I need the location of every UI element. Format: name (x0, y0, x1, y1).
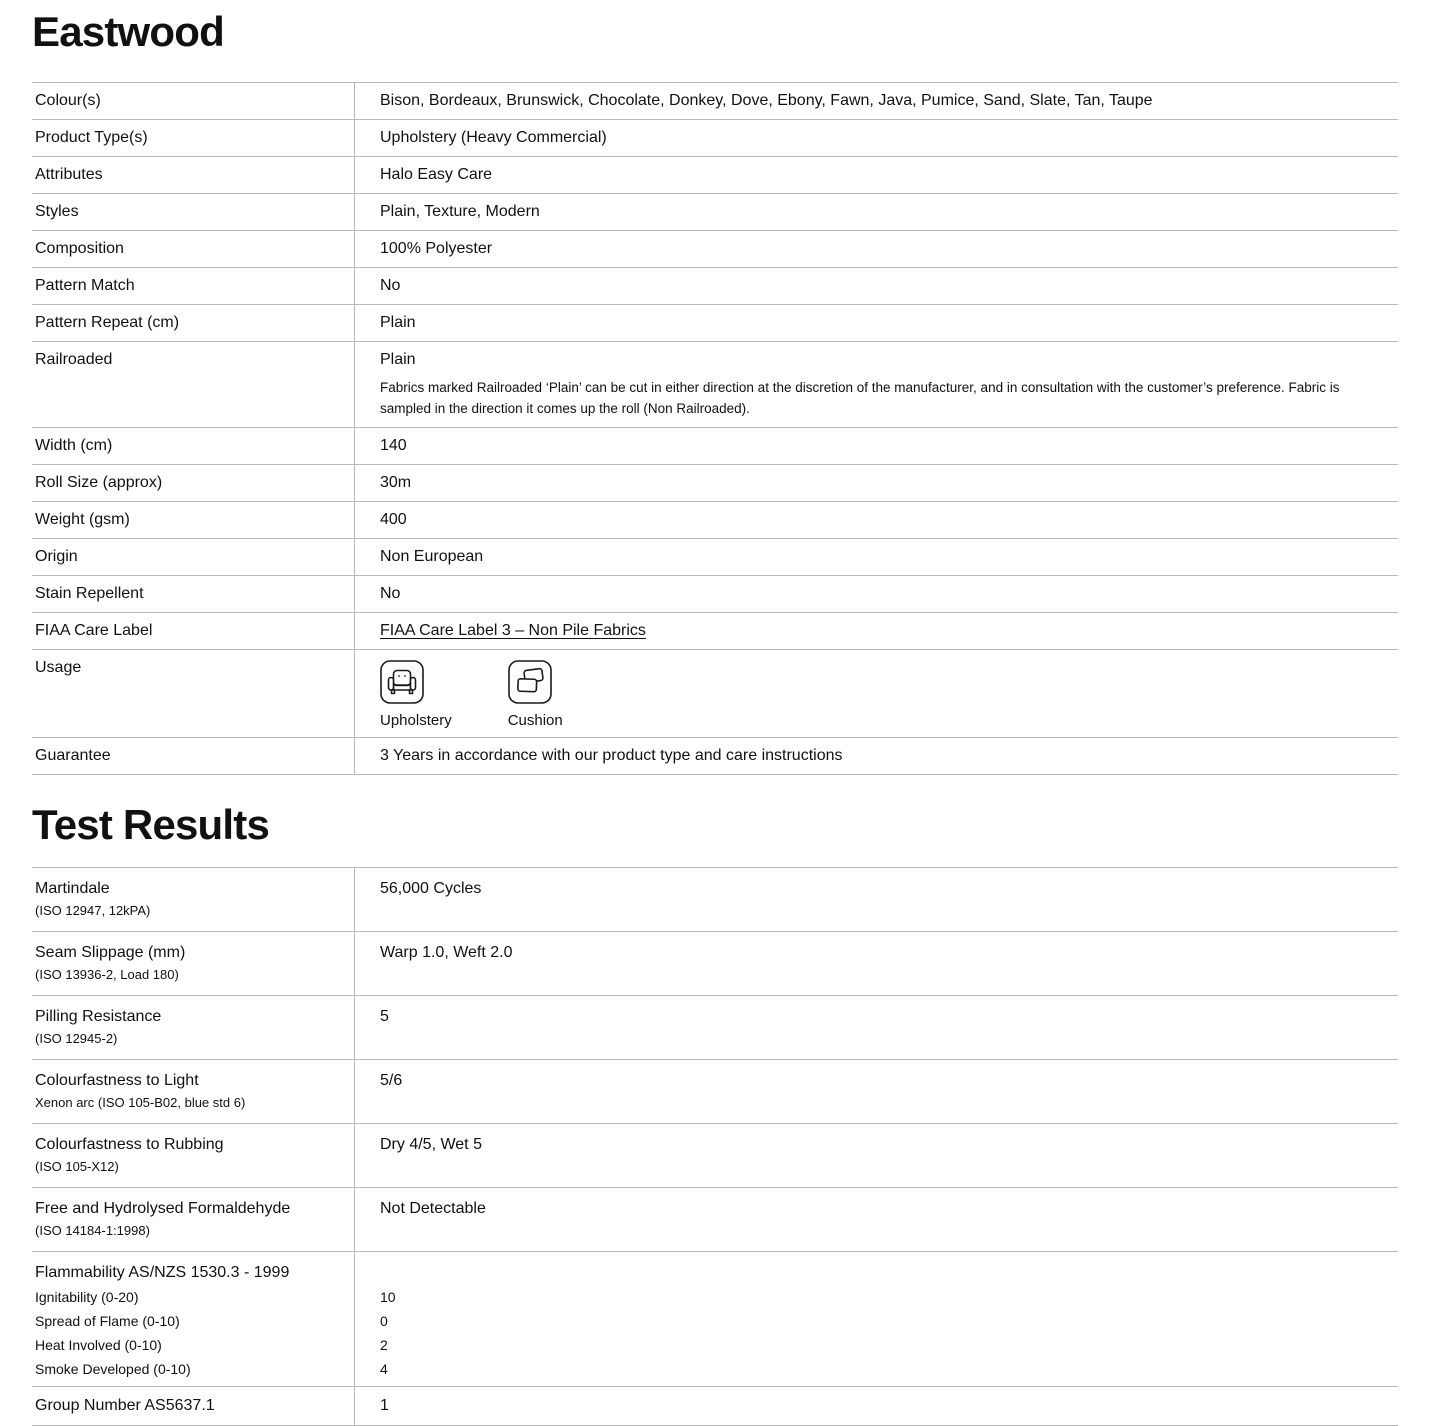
row-value: Plain (380, 314, 416, 331)
row-width (32, 428, 1398, 465)
row-value: 56,000 Cycles (380, 880, 482, 897)
usage-item-upholstery (380, 660, 452, 730)
row-label: Origin (32, 539, 355, 575)
row-value: No (380, 277, 401, 294)
row-group-number (32, 1387, 1398, 1426)
usage-icons (355, 650, 1398, 737)
row-usage (32, 650, 1398, 738)
row-value: 1 (380, 1397, 389, 1414)
row-attributes (32, 157, 1398, 194)
row-label: Stain Repellent (32, 576, 355, 612)
row-pattern-repeat (32, 305, 1398, 342)
product-spec-page (0, 8, 1445, 1426)
flammability-subvalue: 2 (380, 1337, 388, 1353)
row-label: Pattern Repeat (cm) (32, 305, 355, 341)
row-value: Plain, Texture, Modern (380, 203, 540, 220)
row-origin (32, 539, 1398, 576)
flammability-subvalue: 10 (380, 1289, 396, 1305)
flammability-sublabel: Spread of Flame (0-10) (35, 1313, 180, 1329)
row-label: Free and Hydrolysed Formaldehyde (35, 1200, 291, 1217)
cushion-icon (508, 660, 552, 704)
row-label: Attributes (32, 157, 355, 193)
row-label: Railroaded (32, 342, 355, 427)
row-label: Group Number AS5637.1 (32, 1387, 355, 1425)
row-colourfastness-light (32, 1060, 1398, 1124)
row-label: Guarantee (32, 738, 355, 774)
row-sublabel: (ISO 12945-2) (35, 1031, 118, 1046)
page-title: Eastwood (32, 8, 224, 55)
row-value: 100% Polyester (380, 240, 493, 257)
row-colours (32, 83, 1398, 120)
test-results-table (32, 867, 1398, 1426)
row-value: 140 (380, 437, 407, 454)
row-label: Colour(s) (32, 83, 355, 119)
row-martindale (32, 868, 1398, 932)
row-stain-repellent (32, 576, 1398, 613)
row-value: 5 (380, 1008, 389, 1025)
flammability-sublabel: Ignitability (0-20) (35, 1289, 139, 1305)
row-value: 5/6 (380, 1072, 403, 1089)
row-value: Dry 4/5, Wet 5 (380, 1136, 482, 1153)
flammability-subvalue: 0 (380, 1313, 388, 1329)
row-value: No (380, 585, 401, 602)
row-sublabel: (ISO 14184-1:1998) (35, 1223, 150, 1238)
row-value: Bison, Bordeaux, Brunswick, Chocolate, Donkey, Dove, Ebony, Fawn, Java, Pumice, Sand, Slate, Tan, Taupe (380, 92, 1153, 109)
row-label: Pattern Match (32, 268, 355, 304)
row-value: 400 (380, 511, 407, 528)
row-sublabel: (ISO 12947, 12kPA) (35, 903, 151, 918)
row-label: Usage (32, 650, 355, 737)
row-label: Colourfastness to Light (35, 1072, 199, 1089)
row-value: Halo Easy Care (380, 166, 493, 183)
row-label: Seam Slippage (mm) (35, 944, 186, 961)
row-railroaded (32, 342, 1398, 428)
row-fiaa-care-label (32, 613, 1398, 650)
row-flammability (32, 1252, 1398, 1387)
row-composition (32, 231, 1398, 268)
flammability-sublabel: Smoke Developed (0-10) (35, 1361, 191, 1377)
row-value: Non European (380, 548, 484, 565)
row-formaldehyde (32, 1188, 1398, 1252)
row-value: Not Detectable (380, 1200, 486, 1217)
armchair-icon (380, 660, 424, 704)
flammability-value-spacer (380, 1261, 1388, 1285)
flammability-subvalue: 4 (380, 1361, 388, 1377)
row-value: Upholstery (Heavy Commercial) (380, 129, 607, 146)
row-seam-slippage (32, 932, 1398, 996)
row-value: 30m (380, 474, 412, 491)
row-roll-size (32, 465, 1398, 502)
row-label: Martindale (35, 880, 110, 897)
row-label: Flammability AS/NZS 1530.3 - 1999 (35, 1264, 290, 1281)
row-label: Width (cm) (32, 428, 355, 464)
row-label: FIAA Care Label (32, 613, 355, 649)
spec-table (32, 82, 1398, 775)
fiaa-care-label-link[interactable]: FIAA Care Label 3 – Non Pile Fabrics (380, 622, 646, 639)
row-label: Roll Size (approx) (32, 465, 355, 501)
row-weight (32, 502, 1398, 539)
row-label: Product Type(s) (32, 120, 355, 156)
row-styles (32, 194, 1398, 231)
test-results-heading: Test Results (32, 801, 270, 848)
row-sublabel: (ISO 105-X12) (35, 1159, 119, 1174)
row-value: Plain (380, 351, 416, 368)
row-pattern-match (32, 268, 1398, 305)
row-label: Styles (32, 194, 355, 230)
row-guarantee (32, 738, 1398, 775)
row-label: Pilling Resistance (35, 1008, 162, 1025)
row-label: Weight (gsm) (32, 502, 355, 538)
row-colourfastness-rubbing (32, 1124, 1398, 1188)
row-sublabel: Xenon arc (ISO 105-B02, blue std 6) (35, 1095, 246, 1110)
row-product-types (32, 120, 1398, 157)
row-value: 3 Years in accordance with our product type and care instructions (380, 747, 843, 764)
usage-item-cushion (508, 660, 563, 730)
row-label: Composition (32, 231, 355, 267)
usage-label: Cushion (507, 712, 563, 729)
row-label: Colourfastness to Rubbing (35, 1136, 224, 1153)
flammability-sublabel: Heat Involved (0-10) (35, 1337, 162, 1353)
row-pilling-resistance (32, 996, 1398, 1060)
railroaded-note: Fabrics marked Railroaded ‘Plain’ can be cut in either direction at the discretion of the manufacturer, and in consultation with the customer’s preference. Fabric is sampled in the direction it comes up the roll (Non Railroaded). (380, 380, 1340, 416)
usage-label: Upholstery (380, 712, 452, 729)
row-value: Warp 1.0, Weft 2.0 (380, 944, 513, 961)
row-sublabel: (ISO 13936-2, Load 180) (35, 967, 179, 982)
